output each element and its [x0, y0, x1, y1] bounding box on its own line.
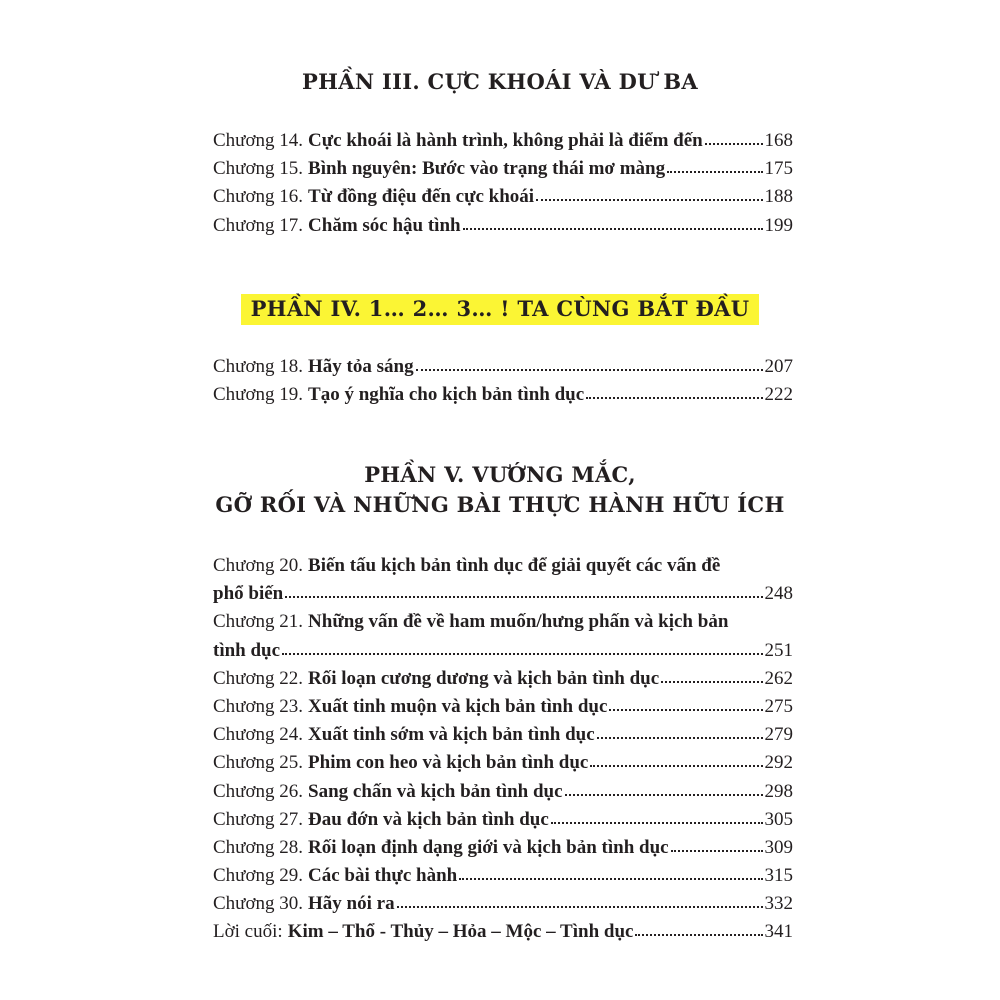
toc-entry-title: Chăm sóc hậu tình	[308, 214, 461, 236]
toc-entry-label: Chương 15.	[213, 158, 304, 180]
toc-entry-label: Chương 28.	[213, 836, 304, 858]
toc-entry-title: Các bài thực hành	[308, 865, 458, 887]
toc-entry-title: Sang chấn và kịch bản tình dục	[308, 780, 563, 802]
toc-entry-title: Kim – Thổ - Thủy – Hỏa – Mộc – Tình dục	[287, 921, 634, 943]
toc-entry-chapter-21[interactable]	[213, 608, 793, 636]
toc-entry-page: 168	[764, 130, 793, 151]
dot-leader	[463, 212, 763, 231]
toc-entry-title: Rối loạn cương dương và kịch bản tình dục	[308, 667, 660, 689]
part-5-heading-line-2: GỠ RỐI VÀ NHỮNG BÀI THỰC HÀNH HỮU ÍCH	[215, 492, 785, 517]
toc-entry-title: Hãy tỏa sáng	[308, 356, 414, 377]
toc-entry-title-continued: phổ biến	[213, 583, 284, 605]
toc-entry-label: Chương 24.	[213, 724, 304, 746]
toc-entry-chapter-14[interactable]	[213, 127, 793, 155]
dot-leader	[671, 834, 763, 853]
toc-entry-chapter-18[interactable]	[213, 353, 793, 381]
dot-leader	[285, 580, 762, 599]
toc-entry-title: Những vấn đề về ham muốn/hưng phấn và kịch bản	[308, 611, 729, 633]
toc-entry-title: Biến tấu kịch bản tình dục để giải quyết các vấn đề	[308, 555, 721, 576]
toc-entry-chapter-21-continued[interactable]	[213, 637, 793, 665]
toc-entry-title: Đau đớn và kịch bản tình dục	[308, 808, 549, 830]
dot-leader	[597, 721, 763, 740]
toc-entry-label: Chương 25.	[213, 752, 304, 774]
toc-entry-epilogue[interactable]	[213, 918, 793, 946]
toc-entry-page: 222	[764, 384, 793, 406]
toc-entry-chapter-28[interactable]	[213, 834, 793, 862]
toc-entry-chapter-29[interactable]	[213, 862, 793, 890]
dot-leader	[397, 890, 763, 909]
toc-entry-page: 175	[764, 158, 793, 180]
toc-entry-title: Xuất tinh muộn và kịch bản tình dục	[308, 695, 608, 717]
dot-leader	[551, 806, 763, 825]
toc-entry-title-continued: tình dục	[213, 639, 281, 661]
toc-entry-label: Chương 17.	[213, 214, 304, 236]
part-3-toc-list	[213, 127, 793, 240]
toc-entry-page: 298	[764, 780, 793, 802]
toc-entry-page: 315	[764, 865, 793, 887]
toc-entry-page: 332	[764, 893, 793, 915]
toc-entry-chapter-19[interactable]	[213, 381, 793, 409]
part-4-toc-list	[213, 353, 793, 409]
toc-entry-page: 248	[764, 583, 793, 605]
part-5-heading	[0, 460, 1000, 520]
toc-entry-chapter-26[interactable]	[213, 778, 793, 806]
toc-entry-page: 305	[764, 808, 793, 830]
dot-leader	[590, 749, 762, 768]
dot-leader	[661, 665, 762, 684]
toc-entry-title: Tạo ý nghĩa cho kịch bản tình dục	[308, 384, 585, 406]
dot-leader	[416, 353, 763, 372]
dot-leader	[536, 183, 762, 202]
toc-entry-label: Chương 21.	[213, 611, 304, 633]
part-5-heading-line-1: PHẦN V. VƯỚNG MẮC,	[364, 462, 636, 487]
toc-entry-chapter-25[interactable]	[213, 749, 793, 777]
toc-entry-label: Chương 30.	[213, 893, 304, 915]
toc-entry-page: 262	[764, 667, 793, 689]
toc-entry-label: Chương 14.	[213, 130, 304, 151]
toc-entry-page: 309	[764, 836, 793, 858]
toc-entry-label: Chương 20.	[213, 555, 304, 576]
dot-leader	[459, 862, 762, 881]
toc-entry-page: 188	[764, 186, 793, 208]
dot-leader	[586, 381, 762, 400]
toc-entry-label: Chương 27.	[213, 808, 304, 830]
part-4-heading-highlight: PHẦN IV. 1… 2… 3… ! TA CÙNG BẮT ĐẦU	[241, 294, 760, 325]
toc-entry-label: Chương 26.	[213, 780, 304, 802]
toc-entry-title: Rối loạn định dạng giới và kịch bản tình dục	[308, 836, 669, 858]
dot-leader	[667, 155, 762, 174]
toc-entry-page: 199	[764, 214, 793, 236]
toc-entry-label: Chương 18.	[213, 356, 304, 377]
toc-entry-label: Chương 22.	[213, 667, 304, 689]
toc-entry-page: 341	[764, 921, 793, 943]
toc-entry-title: Cực khoái là hành trình, không phải là điểm đến	[308, 130, 703, 151]
part-5-toc-list	[213, 552, 793, 947]
toc-entry-page: 279	[764, 724, 793, 746]
dot-leader	[282, 637, 762, 656]
dot-leader	[609, 693, 762, 712]
toc-entry-chapter-16[interactable]	[213, 183, 793, 211]
toc-entry-title: Từ đồng điệu đến cực khoái	[308, 186, 535, 208]
toc-entry-title: Xuất tinh sớm và kịch bản tình dục	[308, 724, 595, 746]
toc-entry-title: Phim con heo và kịch bản tình dục	[308, 752, 589, 774]
toc-entry-page: 292	[764, 752, 793, 774]
toc-entry-chapter-24[interactable]	[213, 721, 793, 749]
toc-entry-chapter-27[interactable]	[213, 806, 793, 834]
dot-leader	[565, 778, 763, 797]
toc-entry-chapter-17[interactable]	[213, 212, 793, 240]
toc-entry-chapter-20-continued[interactable]	[213, 580, 793, 608]
toc-entry-page: 207	[764, 356, 793, 377]
toc-entry-page: 251	[764, 639, 793, 661]
toc-entry-chapter-15[interactable]	[213, 155, 793, 183]
part-3-heading	[0, 67, 1000, 97]
dot-leader	[705, 127, 763, 146]
toc-entry-label: Lời cuối:	[213, 921, 283, 943]
toc-entry-label: Chương 16.	[213, 186, 304, 208]
part-4-heading	[0, 294, 1000, 324]
toc-entry-chapter-22[interactable]	[213, 665, 793, 693]
toc-entry-page: 275	[764, 695, 793, 717]
dot-leader	[635, 918, 762, 937]
toc-entry-chapter-23[interactable]	[213, 693, 793, 721]
toc-entry-title: Bình nguyên: Bước vào trạng thái mơ màng	[308, 158, 666, 180]
toc-entry-label: Chương 23.	[213, 695, 304, 717]
part-3-heading-line: PHẦN III. CỰC KHOÁI VÀ DƯ BA	[302, 69, 698, 94]
toc-entry-label: Chương 19.	[213, 384, 304, 406]
toc-entry-chapter-30[interactable]	[213, 890, 793, 918]
toc-entry-label: Chương 29.	[213, 865, 304, 887]
toc-entry-title: Hãy nói ra	[308, 893, 395, 915]
toc-entry-chapter-20[interactable]	[213, 552, 793, 580]
